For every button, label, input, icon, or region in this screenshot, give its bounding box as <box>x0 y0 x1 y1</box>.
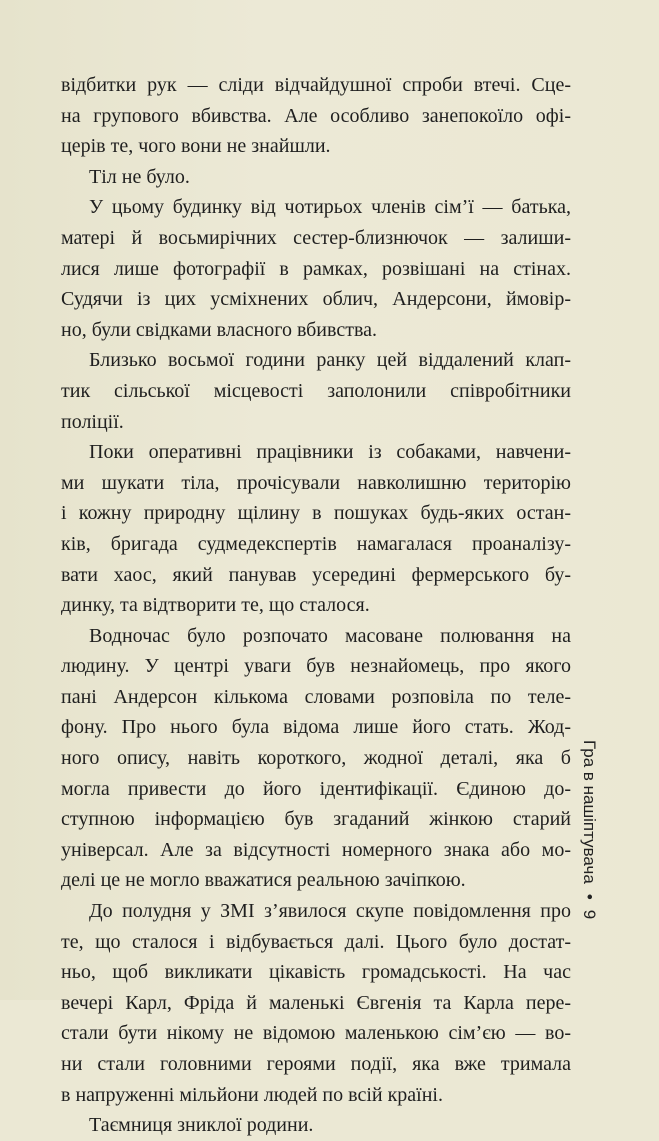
running-head-rotated <box>578 740 600 919</box>
text-line: фону. Про нього була відома лише його стать. Жод- <box>61 716 571 739</box>
text-line: Близько восьмої години ранку цей віддалений клап- <box>89 349 571 372</box>
text-line: Поки оперативні працівники із собаками, навчени- <box>89 441 571 464</box>
text-line: Судячи із цих усміхнених облич, Андерсони, ймовір- <box>61 288 571 311</box>
text-line: Тіл не було. <box>89 165 190 188</box>
book-title: Гра в нашіптувача <box>580 740 599 884</box>
text-line: Таємниця зниклої родини. <box>89 1114 314 1137</box>
text-line: пані Андерсон кількома словами розповіла по теле- <box>61 685 571 708</box>
text-line: У цьому будинку від чотирьох членів сім’ї — батька, <box>89 196 571 219</box>
text-line: ного опису, навіть короткого, жодної деталі, яка б <box>61 747 571 770</box>
running-head <box>580 740 620 1000</box>
text-line: ни стали головними героями події, яка вже тримала <box>61 1053 571 1075</box>
text-line: поліції. <box>61 410 124 433</box>
text-line: стали бути нікому не відомою маленькою сім’єю — во- <box>61 1022 571 1045</box>
text-line: відбитки рук — сліди відчайдушної спроби втечі. Сце- <box>61 74 571 96</box>
body-text <box>61 70 571 1141</box>
text-line: ньо, щоб викликати цікавість громадськості. На час <box>61 961 571 984</box>
text-line: делі це не могло вважатися реальною зачіпкою. <box>61 869 466 892</box>
text-line: могла привести до його ідентифікації. Єдиною до- <box>61 777 571 800</box>
text-line: церів те, чого вони не знайшли. <box>61 135 331 158</box>
separator-bullet: • <box>580 893 599 900</box>
text-line: в напруженні мільйони людей по всій країні. <box>61 1083 443 1106</box>
text-line: Водночас було розпочато масоване полювання на <box>89 624 571 647</box>
text-line: тик сільської місцевості заполонили співробітники <box>61 379 571 402</box>
text-line: но, були свідками власного вбивства. <box>61 318 378 341</box>
text-line: на групового вбивства. Але особливо занепокоїло офі- <box>61 104 571 127</box>
text-line: матері й восьмирічних сестер-близнючок — залиши- <box>61 226 571 249</box>
text-line: ступною інформацією був згаданий жінкою старий <box>61 808 571 831</box>
text-line: До полудня у ЗМІ з’явилося скупе повідомлення про <box>89 900 571 923</box>
text-line: те, що сталося і відбувається далі. Цього було достат- <box>61 930 571 953</box>
text-line: людину. У центрі уваги був незнайомець, про якого <box>61 655 571 678</box>
text-line: вечері Карл, Фріда й маленькі Євгенія та Карла пере- <box>61 991 571 1014</box>
page-number: 9 <box>580 909 599 920</box>
text-line: лися лише фотографії в рамках, розвішані на стінах. <box>61 257 571 280</box>
text-line: універсал. Але за відсутності номерного знака або мо- <box>61 838 571 861</box>
text-line: динку, та відтворити те, що сталося. <box>61 594 370 617</box>
text-line: ми шукати тіла, прочісували навколишню територію <box>61 471 571 494</box>
text-line: вати хаос, який панував усередині фермерського бу- <box>61 563 571 586</box>
text-line: ків, бригада судмедекспертів намагалася проаналізу- <box>61 532 571 555</box>
text-line: і кожну природну щілину в пошуках будь-яких остан- <box>61 502 571 525</box>
